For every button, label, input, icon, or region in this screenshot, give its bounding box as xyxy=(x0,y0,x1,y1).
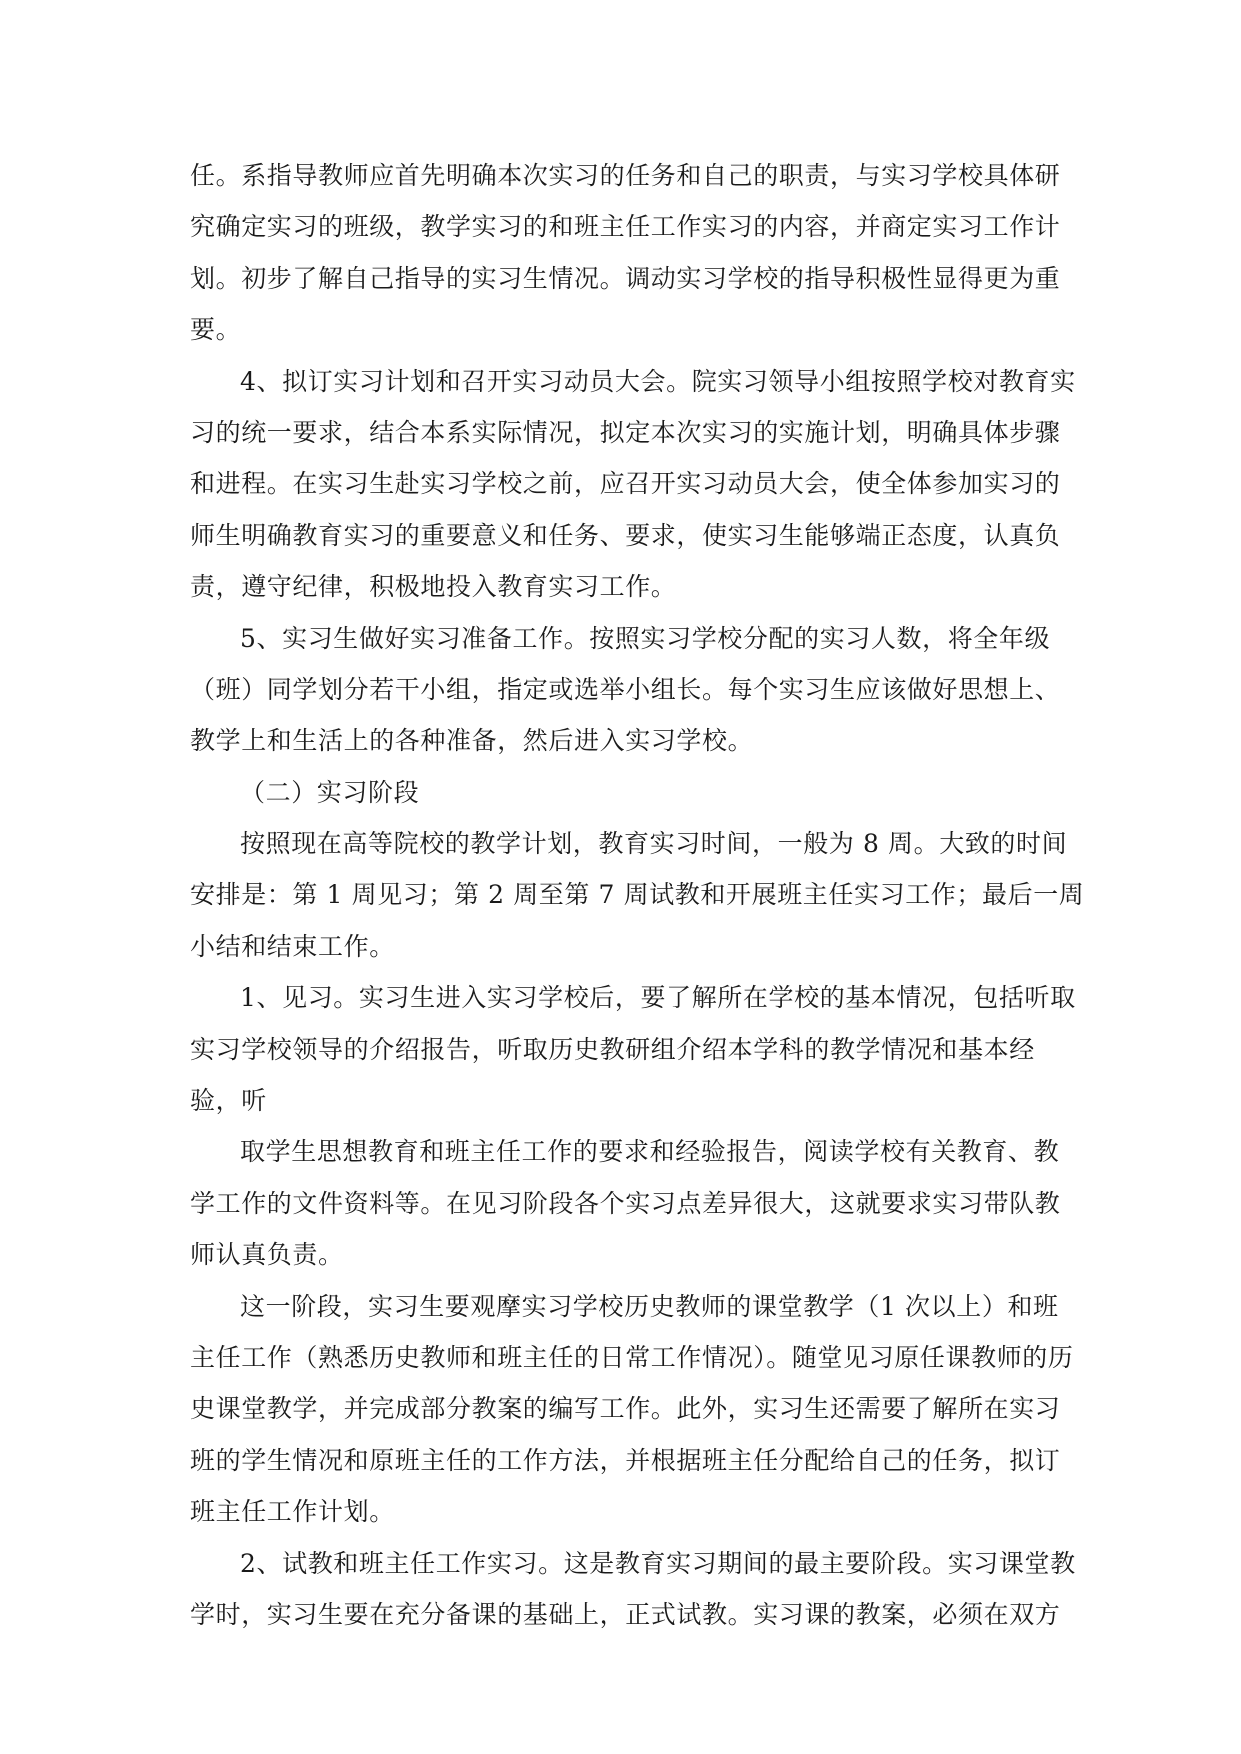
text-line: 史课堂教学，并完成部分教案的编写工作。此外，实习生还需要了解所在实习 xyxy=(190,1394,1061,1424)
text-line: 要。 xyxy=(190,315,242,345)
text-line: 安排是：第 1 周见习；第 2 周至第 7 周试教和开展班主任实习工作；最后一周 xyxy=(190,880,1085,910)
text-line: 验，听 xyxy=(190,1086,267,1116)
text-line: （班）同学划分若干小组，指定或选举小组长。每个实习生应该做好思想上、 xyxy=(190,674,1061,704)
text-line: 4、拟订实习计划和召开实习动员大会。院实习领导小组按照学校对教育实 xyxy=(240,366,1076,396)
text-line: 习的统一要求，结合本系实际情况，拟定本次实习的实施计划，明确具体步骤 xyxy=(190,417,1061,447)
text-line: 班的学生情况和原班主任的工作方法，并根据班主任分配给自己的任务，拟订 xyxy=(190,1445,1061,1475)
text-line: 这一阶段，实习生要观摩实习学校历史教师的课堂教学（1 次以上）和班 xyxy=(240,1291,1059,1321)
text-line: 责，遵守纪律，积极地投入教育实习工作。 xyxy=(190,572,677,602)
text-line: 划。初步了解自己指导的实习生情况。调动实习学校的指导积极性显得更为重 xyxy=(190,263,1061,293)
text-line: 学时，实习生要在充分备课的基础上，正式试教。实习课的教案，必须在双方 xyxy=(190,1599,1061,1629)
text-line: 取学生思想教育和班主任工作的要求和经验报告，阅读学校有关教育、教 xyxy=(240,1137,1060,1167)
text-line: 主任工作（熟悉历史教师和班主任的日常工作情况）。随堂见习原任课教师的历 xyxy=(190,1342,1074,1372)
document-body xyxy=(190,150,1085,1640)
text-line: 教学上和生活上的各种准备，然后进入实习学校。 xyxy=(190,726,754,756)
text-line: （二）实习阶段 xyxy=(240,777,420,807)
text-line: 师认真负责。 xyxy=(190,1240,344,1270)
text-line: 究确定实习的班级，教学实习的和班主任工作实习的内容，并商定实习工作计 xyxy=(190,212,1061,242)
text-line: 班主任工作计划。 xyxy=(190,1497,395,1527)
text-line: 实习学校领导的介绍报告，听取历史教研组介绍本学科的教学情况和基本经 xyxy=(190,1034,1035,1064)
text-line: 按照现在高等院校的教学计划，教育实习时间，一般为 8 周。大致的时间 xyxy=(240,829,1068,859)
text-line: 小结和结束工作。 xyxy=(190,931,395,961)
text-line: 学工作的文件资料等。在见习阶段各个实习点差异很大，这就要求实习带队教 xyxy=(190,1188,1061,1218)
text-line: 2、试教和班主任工作实习。这是教育实习期间的最主要阶段。实习课堂教 xyxy=(240,1548,1076,1578)
text-line: 师生明确教育实习的重要意义和任务、要求，使实习生能够端正态度，认真负 xyxy=(190,520,1061,550)
text-line: 和进程。在实习生赴实习学校之前，应召开实习动员大会，使全体参加实习的 xyxy=(190,469,1061,499)
text-line: 1、见习。实习生进入实习学校后，要了解所在学校的基本情况，包括听取 xyxy=(240,983,1076,1013)
text-line: 5、实习生做好实习准备工作。按照实习学校分配的实习人数，将全年级 xyxy=(240,623,1051,653)
text-line: 任。系指导教师应首先明确本次实习的任务和自己的职责，与实习学校具体研 xyxy=(190,161,1061,190)
